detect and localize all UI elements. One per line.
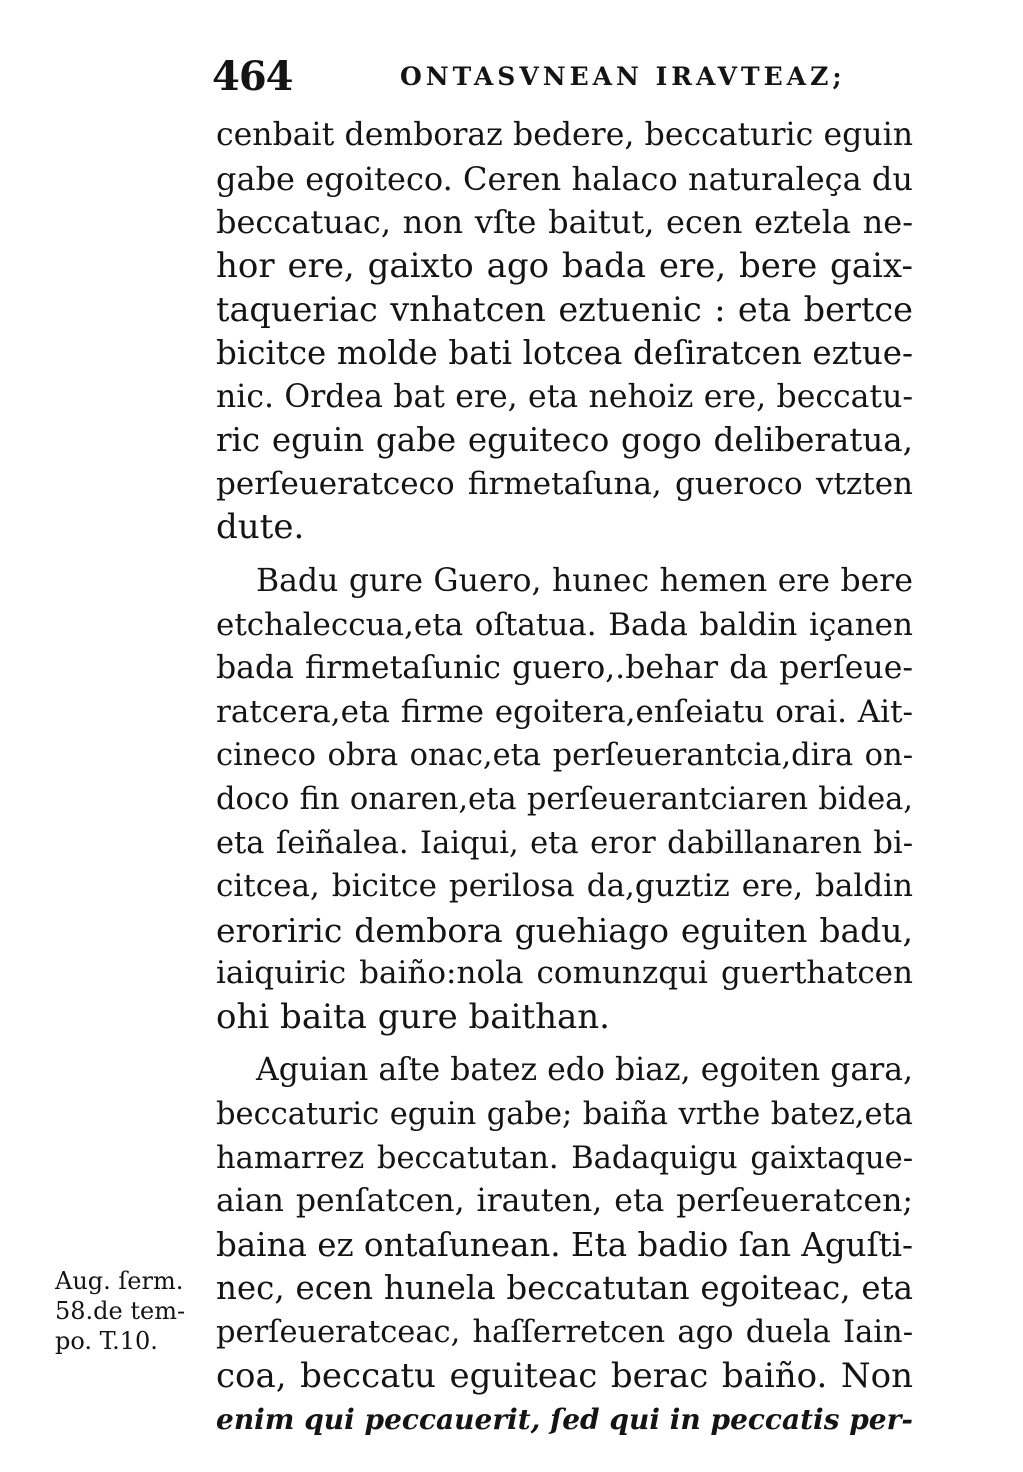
paragraph-gap (216, 550, 913, 560)
running-head: ONTASVNEAN IRAVTEAZ; (400, 62, 846, 91)
page-number: 464 (212, 53, 293, 100)
text-line: citcea, bicitce perilosa da,guztiz ere, baldin (216, 868, 913, 905)
text-line: baina ez ontaſunean. Eta badio ſan Aguſti- (216, 1225, 914, 1264)
text-line: eroriric dembora guehiago eguiten badu, (216, 910, 913, 950)
text-line: hamarrez beccatutan. Badaquigu gaixtaque- (216, 1140, 913, 1176)
text-line: perſeueratceco firmetaſuna, gueroco vtzten (216, 465, 913, 502)
text-line: beccatuac, non vſte baitut, ecen eztela ne- (216, 203, 913, 242)
text-line: ratcera,eta firme egoitera,enſeiatu orai. Ait- (216, 693, 913, 730)
text-line: eta ſeiñalea. Iaiqui, eta eror dabillanaren bi- (216, 825, 913, 861)
text-line: hor ere, gaixto ago bada ere, bere gaix- (216, 245, 913, 286)
paragraph-1 (216, 114, 913, 550)
paragraph-3 (216, 1049, 913, 1441)
text-line: nec, ecen hunela beccatutan egoiteac, eta (216, 1269, 913, 1308)
text-line: nic. Ordea bat ere, eta nehoiz ere, beccatu- (216, 378, 913, 415)
text-line: bicitce molde bati lotcea deſiratcen eztue- (216, 333, 913, 372)
margin-note-line: Aug. ſerm. (55, 1267, 184, 1295)
text-line: etchaleccua,eta oſtatua. Bada baldin içanen (216, 606, 913, 643)
margin-note (55, 1266, 205, 1356)
text-line: Badu gure Guero, hunec hemen ere bere (256, 562, 913, 599)
text-line: gabe egoiteco. Ceren halaco naturaleça du (216, 159, 913, 198)
text-line: aian penſatcen, irauten, eta perſeueratcen; (216, 1183, 913, 1220)
text-line: cenbait demboraz bedere, beccaturic eguin (216, 117, 913, 153)
paragraph-2 (216, 560, 913, 1040)
text-line: dute. (216, 507, 305, 548)
page-header (212, 52, 917, 102)
margin-note-line: po. T.10. (55, 1327, 158, 1355)
text-line: coa, beccatu eguiteac berac baiño. Non (216, 1355, 913, 1396)
text-line: ohi baita gure baithan. (216, 996, 610, 1037)
margin-note-line: 58.de tem- (55, 1297, 186, 1325)
latin-quotation-line: enim qui peccauerit, ſed qui in peccatis per- (216, 1403, 913, 1437)
text-line: cineco obra onac,eta perſeuerantcia,dira on- (216, 738, 913, 774)
text-line: beccaturic eguin gabe; baiña vrthe batez,eta (216, 1097, 913, 1133)
text-line: bada firmetaſunic guero,.behar da perſeue- (216, 650, 913, 687)
text-line: Aguian aſte batez edo biaz, egoiten gara, (256, 1052, 913, 1089)
text-line: ric eguin gabe eguiteco gogo deliberatua, (216, 421, 913, 460)
text-line: taqueriac vnhatcen eztuenic : eta bertce (216, 290, 913, 330)
paragraph-gap (216, 1039, 913, 1049)
text-line: doco fin onaren,eta perſeuerantciaren bidea, (216, 781, 913, 817)
text-line: iaiquiric baiño:nola comunzqui guerthatcen (216, 955, 913, 992)
text-line: perſeueratceac, haſſerretcen ago duela Iain- (216, 1315, 913, 1351)
body-text (216, 114, 913, 1442)
